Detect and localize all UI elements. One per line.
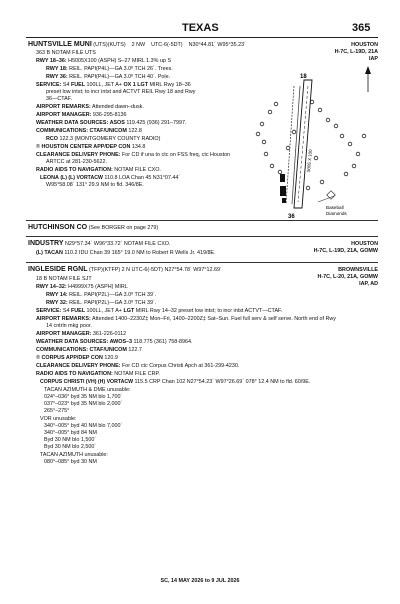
- runway-dimensions: 5005 X 100: [306, 149, 313, 173]
- line: RADIO AIDS TO NAVIGATION: NOTAM FILE CXO.: [36, 167, 161, 173]
- line: TACAN AZIMUTH & DME unusable:: [44, 387, 131, 393]
- airport-title-line: INGLESIDE RGNL (TFP)(KTFP) 2 N UTC-6(-5DT) N27°54.78´ W97°12.69´: [28, 266, 222, 273]
- label-diamonds: Diamonds: [326, 211, 347, 216]
- line: W95°58.08´ 131° 29.9 NM to fld. 346/8E.: [46, 182, 144, 188]
- line: RWY 18: REIL. PAPI(P4L)—GA 3.0º TCH 26´. Trees.: [46, 66, 173, 72]
- line: COMMUNICATIONS: CTAF/UNICOM 122.7: [36, 347, 142, 353]
- state-title: TEXAS: [182, 22, 219, 34]
- airport-title-line: HUNTSVILLE MUNI (UTS)(KUTS) 2 NW UTC-6(-5DT) N30°44.81´ W95°35.23´: [28, 41, 246, 48]
- line: CORPUS CHRISTI (VH) (H) VORTACW 115.5 CRP Chan 102 N27°54.23´ W97°26.69´ 078° 12.4 NM to fld. 60/9E.: [40, 379, 311, 385]
- line: RWY 14–32: H4999X75 (ASPH) MIRL: [36, 284, 128, 290]
- north-arrow-icon: [365, 66, 371, 92]
- baseball-diamond-icon: [327, 191, 335, 199]
- section-divider: [26, 236, 378, 237]
- line: WEATHER DATA SOURCES: AWOS–3 118.775 (361) 758-8964.: [36, 339, 193, 345]
- line: RCO 122.3 (MONTGOMERY COUNTY RADIO): [46, 136, 161, 142]
- line: 265°–275°: [44, 408, 70, 414]
- tree-symbols: [256, 100, 366, 190]
- building: [280, 174, 285, 182]
- airport-name: INDUSTRY: [28, 240, 64, 247]
- iap-label: IAP, AD: [359, 281, 378, 287]
- line: RWY 32: REIL. PAPI(P2L)—GA 3.0º TCH 39´.: [46, 300, 157, 306]
- line: (L) TACAN 110.2 IDU Chan 39 165° 19.0 NM to Robert R Wells Jr. 419/8E.: [36, 250, 216, 256]
- line: COMMUNICATIONS: CTAF/UNICOM 122.8: [36, 128, 142, 134]
- label-baseball: Baseball: [326, 205, 344, 210]
- line: TACAN AZIMUTH unusable:: [40, 452, 108, 458]
- line: LEONA (L) (L) VORTACW 110.8 LOA Chan 45 N31°07.44´: [40, 175, 181, 181]
- runway-end-36: 36: [288, 214, 295, 220]
- line: ARTCC at 281-230-5622.: [46, 159, 108, 165]
- runway-end-18: 18: [300, 74, 307, 80]
- line: 340°–005° byd 40 NM blo 7,000´: [44, 423, 123, 429]
- line: preset low intst; to incr intst and ACTVT REIL Rwy 18 and Rwy: [46, 89, 196, 95]
- line: RADIO AIDS TO NAVIGATION: NOTAM FILE CRP.: [36, 371, 160, 377]
- line: AIRPORT REMARKS: Attended dawn–dusk.: [36, 104, 144, 110]
- airport-diagram: [250, 62, 380, 222]
- chart-name: HOUSTON: [351, 42, 378, 48]
- line: CLEARANCE DELIVERY PHONE: For CD ctc Corpus Christi Apch at 361-299-4230.: [36, 363, 240, 369]
- chart-list: H-7C, L-19D, 21A: [334, 49, 378, 55]
- building: [280, 186, 286, 196]
- header-rule: [26, 37, 378, 38]
- phone-icon: ®: [36, 355, 40, 361]
- airport-name: HUNTSVILLE MUNI: [28, 41, 92, 48]
- hutchinson-entry: HUTCHINSON CO (See BORGER on page 279): [28, 224, 159, 231]
- chart-list: H-7C, L-19D, 21A, GOMW: [313, 248, 378, 254]
- line: ® HOUSTON CENTER APP/DEP CON 134.8: [36, 144, 146, 150]
- page-number: 365: [352, 22, 371, 34]
- line: RWY 18–36: H5005X100 (ASPH) S–27 MIRL 1.3% up S: [36, 58, 172, 64]
- phone-icon: ®: [36, 144, 40, 150]
- line: SERVICE: S4 FUEL 100LL, JET A+ LGT MIRL Rwy 14–32 preset low intst; to incr intst ACTVT—CTAF.: [36, 308, 283, 314]
- line: 037°–023° byd 35 NM blo 2,000´: [44, 401, 123, 407]
- line: 18 B NOTAM FILE SJT: [36, 276, 92, 282]
- line: 363 B NOTAM FILE UTS: [36, 50, 96, 56]
- chart-name: HOUSTON: [351, 241, 378, 247]
- building: [282, 198, 286, 203]
- section-divider: [26, 220, 378, 221]
- section-divider: [26, 262, 378, 263]
- line: AIRPORT REMARKS: Attended 1400–2230Z‡ Mon–Fri, 1400–2200Z‡ Sat–Sun. Fuel full serv & self serve. North end of Rwy: [36, 316, 336, 322]
- line: AIRPORT MANAGER: 936-295-8136: [36, 112, 127, 118]
- line: SERVICE: S4 FUEL 100LL, JET A+ OX 1 LGT MIRL Rwy 18–36: [36, 82, 191, 88]
- line: Byd 30 NM blo 1,500´: [44, 437, 97, 443]
- line: VOR unusable:: [40, 416, 77, 422]
- chart-list: H-7C, L-20, 21A, GOMW: [317, 274, 378, 280]
- footer-effective-dates: SC, 14 MAY 2026 to 9 JUL 2026: [160, 578, 240, 584]
- line: CLEARANCE DELIVERY PHONE: For CD if una to ctc on FSS freq, ctc Houston: [36, 152, 231, 158]
- line: RWY 14: REIL. PAPI(P2L)—GA 3.0º TCH 39´.: [46, 292, 157, 298]
- line: Byd 30 NM blo 2,500´: [44, 444, 97, 450]
- airport-name: INGLESIDE RGNL: [28, 266, 88, 273]
- line: 36—CTAF.: [46, 96, 72, 102]
- airport-title-line: INDUSTRY N29°57.34´ W96°33.72´ NOTAM FILE CXO.: [28, 240, 171, 247]
- line: 340°–005° byd 84 NM: [44, 430, 97, 436]
- line: WEATHER DATA SOURCES: ASOS 119.425 (936) 291–7997.: [36, 120, 187, 126]
- line: 14 cntrln mkg poor.: [46, 323, 92, 329]
- line: 024°–036° byd 35 NM blo 1,700´: [44, 394, 123, 400]
- iap-label: IAP: [369, 56, 378, 62]
- airport-name: HUTCHINSON CO: [28, 224, 88, 231]
- line: RWY 36: REIL. PAPI(P4L)—GA 3.0º TCH 40´. Pole.: [46, 74, 171, 80]
- line: 080°–085° byd 30 NM: [44, 459, 97, 465]
- line: AIRPORT MANAGER: 361-226-0112: [36, 331, 127, 337]
- chart-name: BROWNSVILLE: [338, 267, 378, 273]
- line: ® CORPUS APP/DEP CON 120.9: [36, 355, 118, 361]
